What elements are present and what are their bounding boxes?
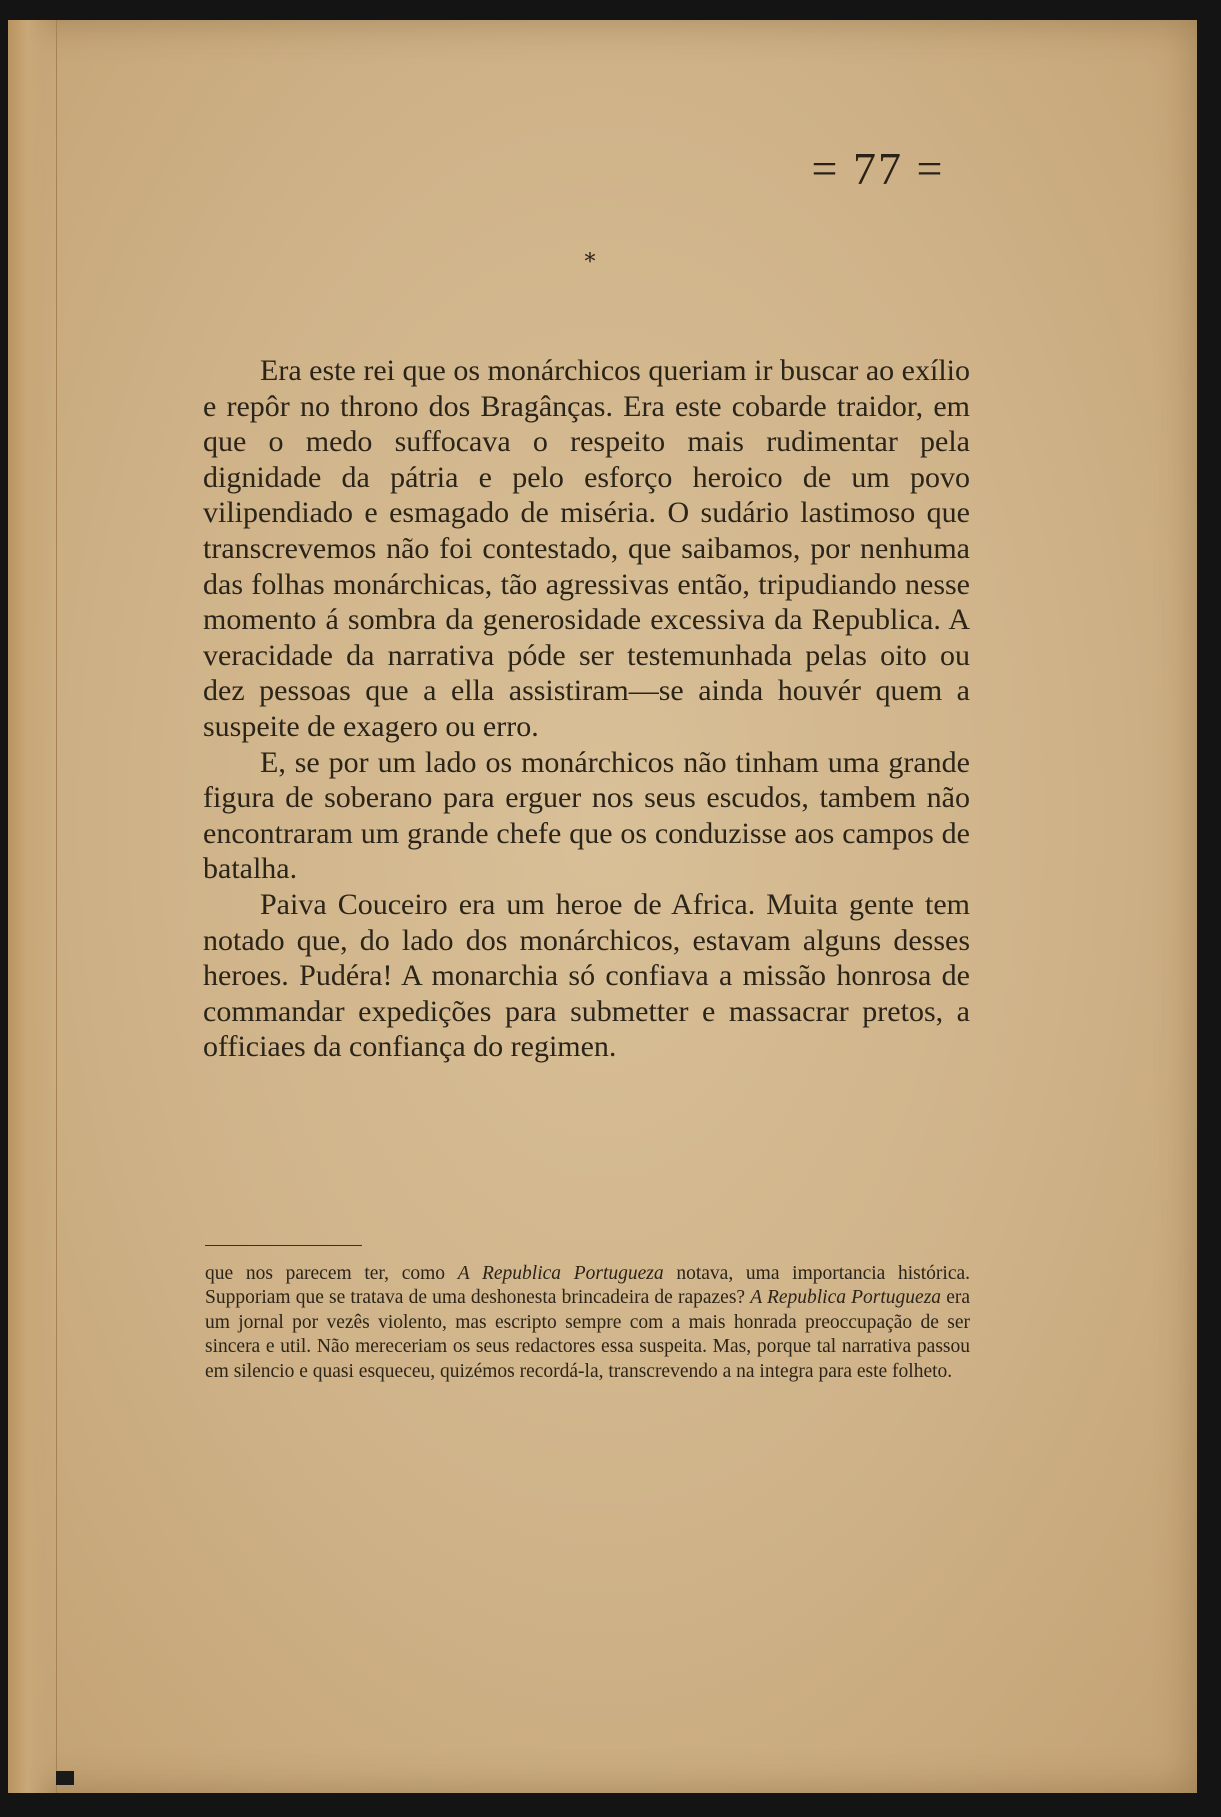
- footnote-title-1: A Republica Portugueza: [457, 1263, 664, 1284]
- scan-border-right: [1197, 0, 1221, 1817]
- footnote-rule: [205, 1245, 362, 1246]
- body-text: [203, 353, 970, 1065]
- scan-border-top: [0, 0, 1221, 20]
- footnote-title-2: A Republica Portugueza: [750, 1287, 942, 1309]
- footnote-text-3: era um jornal por vezês violento, mas escripto sempre com a mais honrada preoccupação de ser sincera e util. Não mereceriam os seus redactores essa suspeita. Mas, porque tal narrativa passou em silencio e quasi esqueceu, quizémos recordá-la, transcrevendo a na integra para este folheto.: [205, 1287, 971, 1382]
- footnote-text-1: que nos parecem ter, como: [205, 1263, 458, 1284]
- paragraph-3: Paiva Couceiro era um heroe de Africa. Muita gente tem notado que, do lado dos monárchicos, estavam alguns desses heroes. Pudéra! A monarchia só confiava a missão honrosa de commandar expedições para submetter e massacrar pretos, a officiaes da confiança do regimen.: [203, 887, 970, 1064]
- scan-border-bottom: [0, 1793, 1221, 1817]
- section-ornament: *: [584, 250, 596, 275]
- page-binding-edge: [8, 20, 57, 1793]
- footnote-text-2: notava, uma importancia histórica. Supporiam que se tratava de uma deshonesta brincadeira de rapazes?: [205, 1263, 971, 1309]
- footnote: [205, 1262, 970, 1384]
- corner-mark: [56, 1771, 74, 1785]
- paragraph-2: E, se por um lado os monárchicos não tinham uma grande figura de soberano para erguer nos seus escudos, tambem não encontraram um grande chefe que os conduzisse aos campos de batalha.: [203, 745, 970, 886]
- page-number: = 77 =: [811, 143, 945, 194]
- book-page: [8, 20, 1197, 1793]
- paragraph-1: Era este rei que os monárchicos queriam ir buscar ao exílio e repôr no throno dos Bragânças. Era este cobarde traidor, em que o medo suffocava o respeito mais rudimentar pela dignidade da pátria e pelo esforço heroico de um povo vilipendiado e esmagado de miséria. O sudário lastimoso que transcrevemos não foi contestado, que saibamos, por nenhuma das folhas monárchicas, tão agressivas então, tripudiando nesse momento á sombra da generosidade excessiva da Republica. A veracidade da narrativa póde ser testemunhada pelas oito ou dez pessoas que a ella assistiram—se ainda houvér quem a suspeite de exagero ou erro.: [203, 354, 970, 743]
